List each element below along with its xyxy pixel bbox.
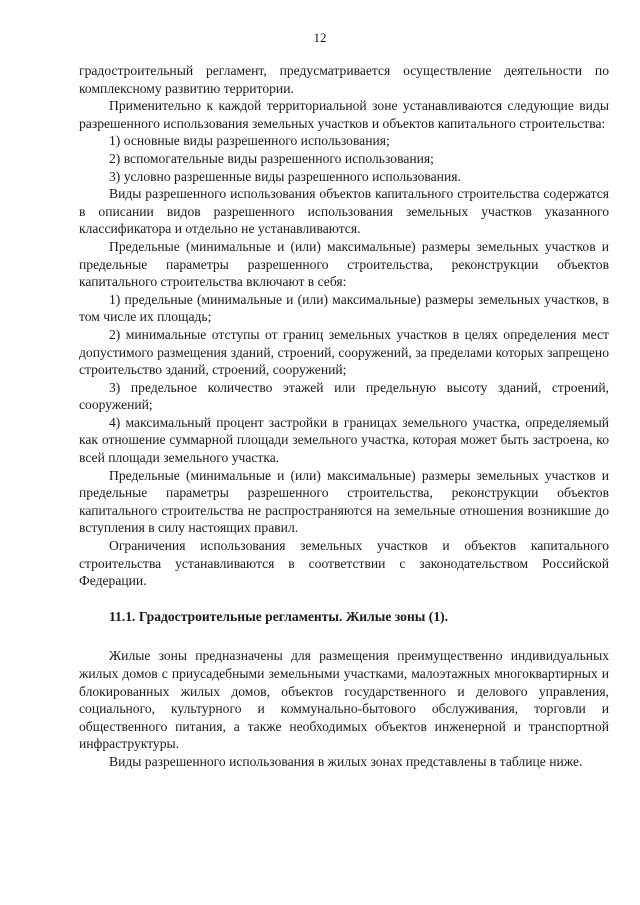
list-item-main-uses: 1) основные виды разрешенного использования; <box>109 133 390 149</box>
page-number: 12 <box>313 30 327 45</box>
list-item-auxiliary-uses: 2) вспомогательные виды разрешенного использования; <box>109 150 434 166</box>
list-item-conditional-uses: 3) условно разрешенные виды разрешенного использования. <box>109 168 461 184</box>
list-item-minimum-setbacks: 2) минимальные отступы от границ земельных участков в целях определения мест допустимого размещения зданий, строений, сооружений, за пределами которых запрещено строительство зданий, строений, сооружений; <box>79 326 609 378</box>
paragraph-zone-uses-intro: Применительно к каждой территориальной зоне устанавливаются следующие виды разрешенного использования земельных участков и объектов капитального строительства: <box>79 98 609 131</box>
list-item-plot-sizes: 1) предельные (минимальные и (или) максимальные) размеры земельных участков, в том числе их площадь; <box>79 291 609 325</box>
paragraph-parameters-not-applied: Предельные (минимальные и (или) максимальные) размеры земельных участков и предельные параметры разрешенного строительства, реконструкции объектов капитального строительства не распространяются на земельные отношения возникшие до вступления в силу настоящих правил. <box>79 467 609 536</box>
list-item-floors-height: 3) предельное количество этажей или предельную высоту зданий, строений, сооружений; <box>79 379 609 413</box>
list-item-build-percentage: 4) максимальный процент застройки в границах земельного участка, определяемый как отношение суммарной площади земельного участка, которая может быть застроена, ко всей площади земельного участка. <box>79 414 609 466</box>
paragraph-restrictions: Ограничения использования земельных участков и объектов капитального строительства устанавливаются в соответствии с законодательством Российской Федерации. <box>79 538 609 589</box>
paragraph-continuation: градостроительный регламент, предусматривается осуществление деятельности по комплексному развитию территории. <box>79 63 609 96</box>
paragraph-table-reference: Виды разрешенного использования в жилых зонах представлены в таблице ниже. <box>109 753 583 769</box>
paragraph-capital-construction-uses: Виды разрешенного использования объектов капитального строительства содержатся в описании видов разрешенного использования земельных участков указанного классификатора и отдельно не устанавливаются. <box>79 186 609 237</box>
document-body <box>79 62 609 771</box>
section-heading: 11.1. Градостроительные регламенты. Жилые зоны (1). <box>109 608 449 624</box>
paragraph-limit-parameters-intro: Предельные (минимальные и (или) максимальные) размеры земельных участков и предельные параметры разрешенного строительства, реконструкции объектов капитального строительства включают в себя: <box>79 238 609 290</box>
paragraph-residential-zones: Жилые зоны предназначены для размещения преимущественно индивидуальных жилых домов с приусадебными земельными участками, малоэтажных многоквартирных и блокированных жилых домов, объектов государственного и делового управления, социального, культурного и коммунально-бытового обслуживания, торговли и общественного питания, а также необходимых объектов инженерной и транспортной инфраструктуры. <box>79 648 609 752</box>
